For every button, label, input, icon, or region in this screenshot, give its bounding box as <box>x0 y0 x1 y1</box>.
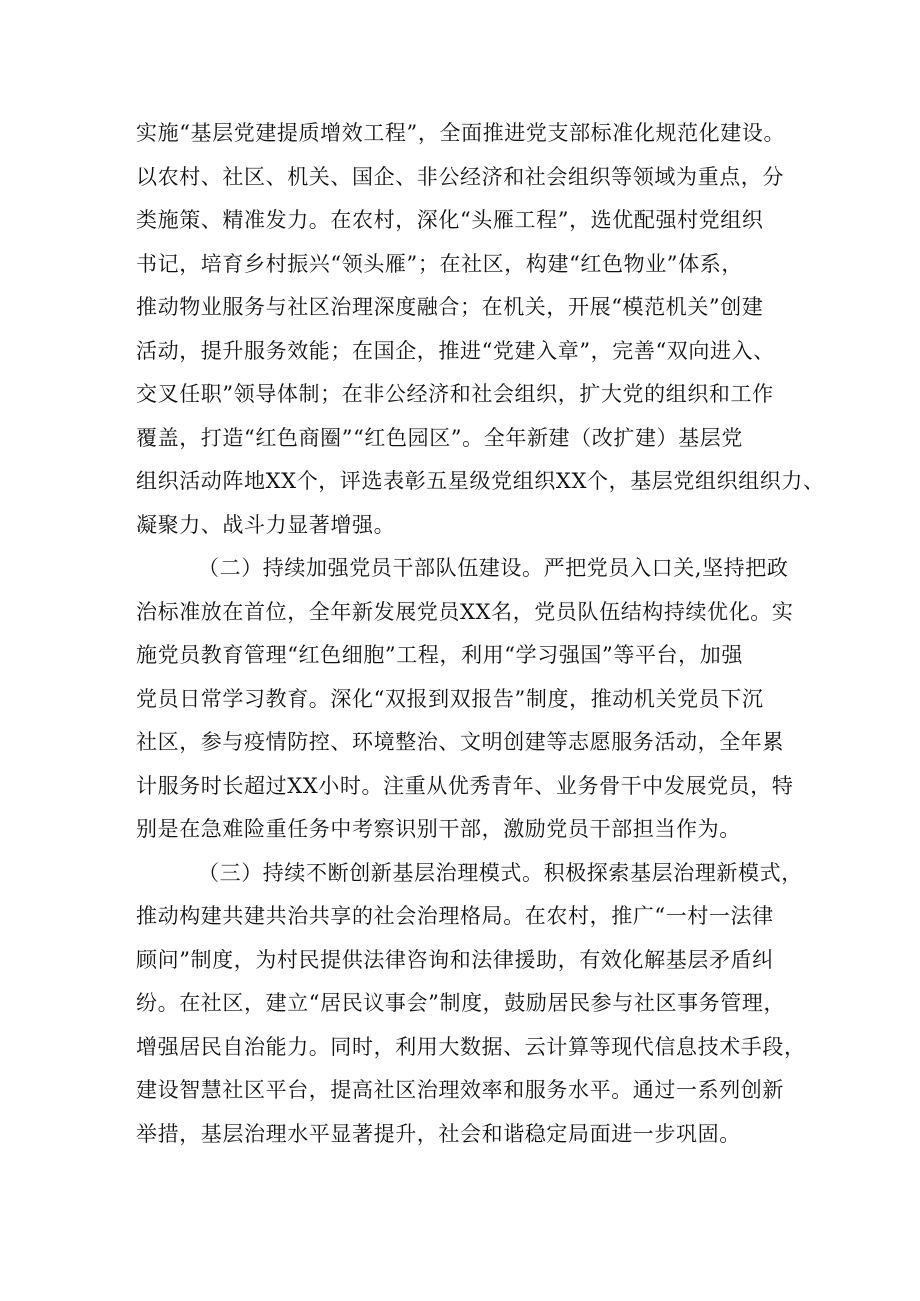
text-line: （二）持续加强党员干部队伍建设。严把党员入口关,坚持把政 <box>198 556 789 580</box>
text-line: 覆盖，打造“红色商圈”“红色园区”。全年新建（改扩建）基层党 <box>136 425 743 450</box>
paragraph-1 <box>136 112 825 547</box>
text-line: 顾问”制度，为村民提供法律咨询和法律援助，有效化解基层矛盾纠 <box>136 947 774 972</box>
paragraph-3 <box>136 852 806 1157</box>
text-line: 组织活动阵地XX个，评选表彰五星级党组织XX个，基层党组织组织力、 <box>136 469 825 493</box>
text-line: 计服务时长超过XX小时。注重从优秀青年、业务骨干中发展党员，特 <box>136 773 794 798</box>
text-line: 推动物业服务与社区治理深度融合；在机关，开展“模范机关”创建 <box>136 295 764 319</box>
text-line: 活动，提升服务效能；在国企，推进“党建入章”，完善“双向进入、 <box>136 338 775 363</box>
text-line: 施党员教育管理“红色细胞”工程，利用“学习强国”等平台，加强 <box>136 643 743 667</box>
paragraph-2 <box>136 547 796 852</box>
text-line: 实施“基层党建提质增效工程”，全面推进党支部标准化规范化建设。 <box>136 121 786 145</box>
text-line: 建设智慧社区平台，提高社区治理效率和服务水平。通过一系列创新 <box>136 1078 784 1102</box>
text-line: 凝聚力、战斗力显著增强。 <box>136 512 396 537</box>
text-line: 推动构建共建共治共享的社会治理格局。在农村，推广“一村一法律 <box>136 904 774 928</box>
text-line: 增强居民自治能力。同时，利用大数据、云计算等现代信息技术手段， <box>136 1034 806 1059</box>
text-line: 纷。在社区，建立“居民议事会”制度，鼓励居民参与社区事务管理， <box>136 991 786 1015</box>
text-line: 党员日常学习教育。深化“双报到双报告”制度，推动机关党员下沉 <box>136 686 764 711</box>
text-line: 别是在急难险重任务中考察识别干部，激励党员干部担当作为。 <box>136 817 741 841</box>
document-body <box>136 112 825 1156</box>
text-line: 社区，参与疫情防控、环境整治、文明创建等志愿服务活动，全年累 <box>136 730 784 754</box>
text-line: 交叉任职”领导体制；在非公经济和社会组织，扩大党的组织和工作 <box>136 382 774 406</box>
text-line: 书记，培育乡村振兴“领头雁”；在社区，构建“红色物业”体系， <box>136 251 743 276</box>
text-line: 以农村、社区、机关、国企、非公经济和社会组织等领域为重点，分 <box>136 164 784 189</box>
text-line: 类施策、精准发力。在农村，深化“头雁工程”，选优配强村党组织 <box>136 208 764 232</box>
text-line: 举措，基层治理水平显著提升，社会和谐稳定局面进一步巩固。 <box>136 1121 741 1146</box>
text-line: 治标准放在首位，全年新发展党员XX名，党员队伍结构持续优化。实 <box>136 599 794 624</box>
text-line: （三）持续不断创新基层治理模式。积极探索基层治理新模式， <box>198 860 803 885</box>
